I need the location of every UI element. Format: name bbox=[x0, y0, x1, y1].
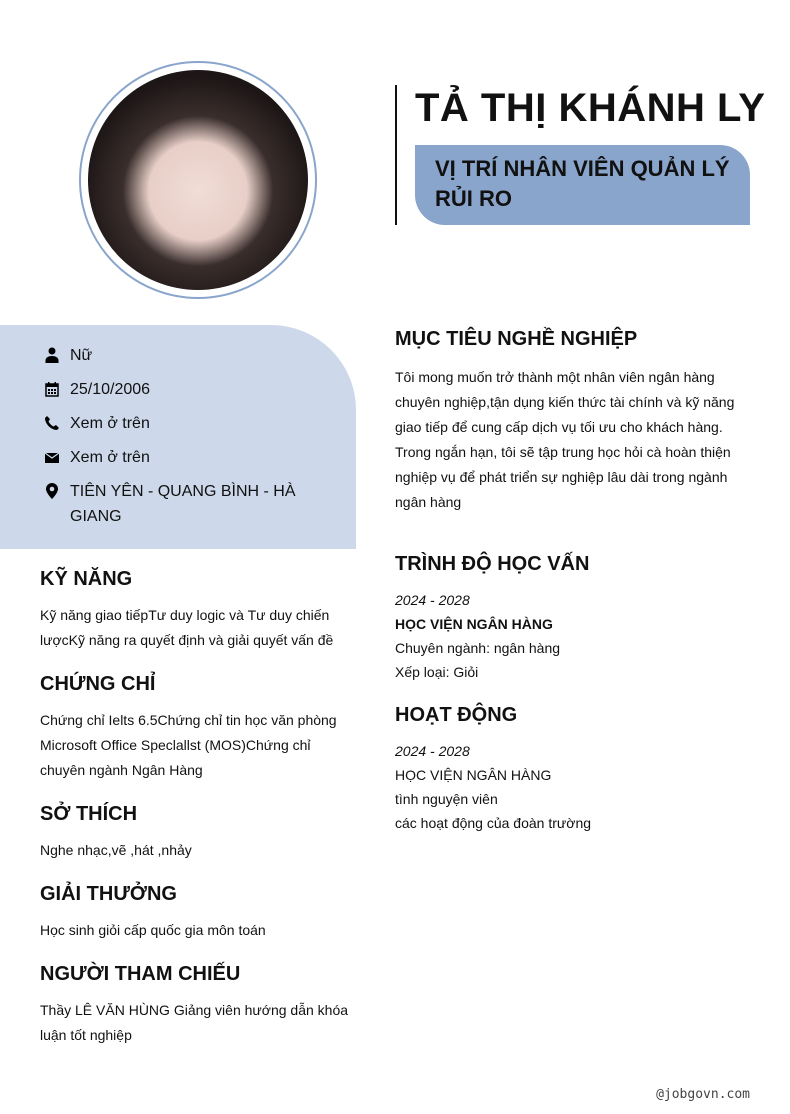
section-title: TRÌNH ĐỘ HỌC VẤN bbox=[395, 553, 590, 575]
education-major: Chuyên ngành: ngân hàng bbox=[395, 640, 561, 656]
address: TIÊN YÊN - QUANG BÌNH - HÀ GIANG bbox=[70, 483, 296, 525]
section-title: HOẠT ĐỘNG bbox=[395, 704, 518, 726]
activities-section bbox=[395, 701, 745, 835]
location-pin-icon bbox=[44, 483, 60, 499]
profile-photo bbox=[88, 70, 308, 290]
gender-row bbox=[44, 343, 316, 368]
address-row bbox=[44, 479, 316, 529]
certificates-section bbox=[40, 670, 350, 783]
phone-icon bbox=[44, 415, 60, 431]
awards-text: Học sinh giỏi cấp quốc gia môn toán bbox=[40, 922, 266, 938]
education-section bbox=[395, 550, 745, 684]
phone: Xem ở trên bbox=[70, 415, 150, 432]
section-title: MỤC TIÊU NGHỀ NGHIỆP bbox=[395, 328, 638, 350]
candidate-name: TẢ THỊ KHÁNH LY bbox=[415, 86, 766, 130]
email: Xem ở trên bbox=[70, 449, 150, 466]
references-text: Thầy LÊ VĂN HÙNG Giảng viên hướng dẫn khóa luận tốt nghiệp bbox=[40, 1002, 349, 1043]
gender: Nữ bbox=[70, 347, 93, 364]
person-icon bbox=[44, 347, 60, 363]
education-school: HỌC VIỆN NGÂN HÀNG bbox=[395, 616, 553, 632]
skills-text: Kỹ năng giao tiếpTư duy logic và Tư duy chiến lượcKỹ năng ra quyết định và giải quyết vấn đề bbox=[40, 607, 334, 648]
objective-text: Tôi mong muốn trở thành một nhân viên ngân hàng chuyên nghiệp,tận dụng kiến thức tài chính và kỹ năng giao tiếp để cung cấp dịch vụ tối ưu cho khách hàng. Trong ngắn hạn, tôi sẽ tập trung học hỏi cà hoàn thiện nghiệp vụ để phát triển sự nghiệp lâu dài trong ngành ngân hàng bbox=[395, 369, 735, 510]
certificates-text: Chứng chỉ Ielts 6.5Chứng chỉ tin học văn phòng Microsoft Office Speclallst (MOS)Chứng chỉ chuyên ngành Ngân Hàng bbox=[40, 712, 337, 778]
footer-watermark: @jobgovn.com bbox=[656, 1087, 750, 1102]
divider bbox=[395, 85, 397, 225]
section-title: KỸ NĂNG bbox=[40, 568, 133, 590]
contact-panel bbox=[0, 325, 356, 549]
education-grade: Xếp loại: Giỏi bbox=[395, 664, 479, 680]
section-title: NGƯỜI THAM CHIẾU bbox=[40, 963, 241, 985]
education-period: 2024 - 2028 bbox=[395, 592, 470, 608]
section-title: GIẢI THƯỞNG bbox=[40, 883, 177, 905]
birthday-row bbox=[44, 377, 316, 402]
references-section bbox=[40, 960, 350, 1048]
section-title: SỞ THÍCH bbox=[40, 803, 138, 825]
activities-role: tình nguyện viên bbox=[395, 791, 498, 807]
birthday: 25/10/2006 bbox=[70, 381, 151, 398]
activities-org: HỌC VIỆN NGÂN HÀNG bbox=[395, 767, 552, 783]
activities-desc: các hoạt động của đoàn trường bbox=[395, 815, 592, 831]
email-icon bbox=[44, 449, 60, 465]
calendar-icon bbox=[44, 381, 60, 397]
hobbies-text: Nghe nhạc,vẽ ,hát ,nhảy bbox=[40, 842, 192, 858]
skills-section bbox=[40, 565, 350, 653]
position-title: VỊ TRÍ NHÂN VIÊN QUẢN LÝ RỦI RO bbox=[415, 145, 750, 225]
awards-section bbox=[40, 880, 350, 943]
phone-row bbox=[44, 411, 316, 436]
email-row bbox=[44, 445, 316, 470]
hobbies-section bbox=[40, 800, 350, 863]
objective-section bbox=[395, 325, 745, 515]
section-title: CHỨNG CHỈ bbox=[40, 673, 156, 695]
activities-period: 2024 - 2028 bbox=[395, 743, 470, 759]
